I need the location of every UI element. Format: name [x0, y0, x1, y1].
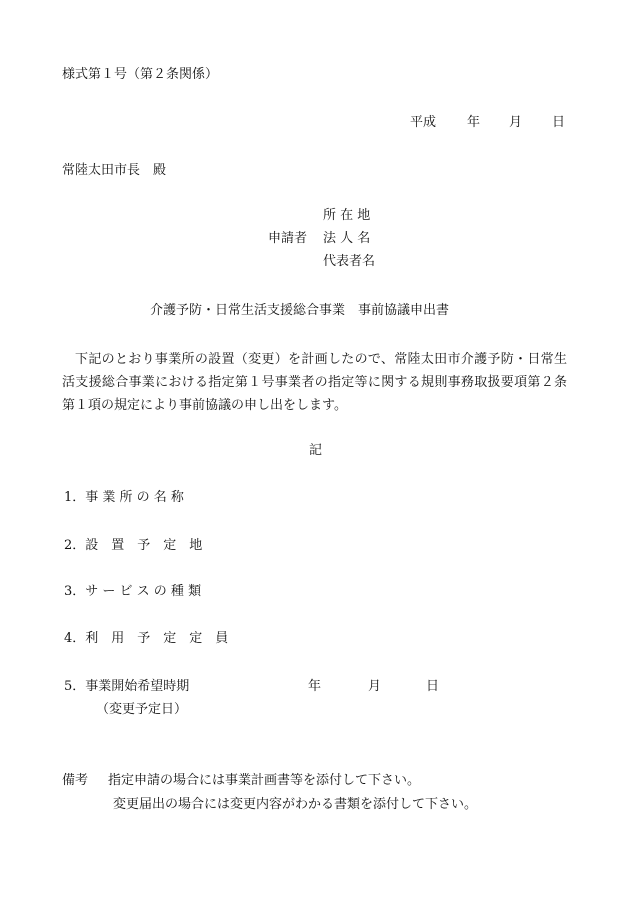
body-paragraph: 下記のとおり事業所の設置（変更）を計画したので、常陸太田市介護予防・日常生活支援総合事業における指定第１号事業者の指定等に関する規則事務取扱要項第２条第１項の規定により事前協議の申し出をします。	[62, 352, 567, 413]
ki-heading: 記	[309, 443, 323, 458]
representative-label: 代表者名	[323, 254, 376, 269]
document-title: 介護予防・日常生活支援総合事業 事前協議申出書	[150, 303, 450, 318]
addressee: 常陸太田市長 殿	[62, 163, 167, 178]
date-day-label: 日	[552, 115, 566, 130]
start-date-fields	[308, 680, 448, 696]
item-service-type: 3．サ ー ビ ス の 種 類	[64, 584, 202, 599]
date-year-label: 年	[467, 115, 481, 130]
date-month-label: 月	[509, 115, 523, 130]
applicant-block	[268, 209, 398, 269]
item-facility-name: 1．事 業 所 の 名 称	[64, 490, 184, 505]
form-number: 様式第１号（第２条関係）	[62, 67, 219, 82]
applicant-label: 申請者	[268, 231, 308, 246]
item-start-date: 5．事業開始希望時期	[64, 679, 190, 694]
remarks-line-2: 変更届出の場合には変更内容がわかる書類を添付して下さい。	[113, 797, 478, 812]
remarks-label: 備考	[62, 773, 89, 788]
item-planned-capacity: 4．利 用 予 定 定 員	[64, 631, 229, 646]
item-planned-location: 2．設 置 予 定 地	[64, 538, 203, 553]
change-date-note: （変更予定日）	[96, 702, 188, 717]
start-day-label: 日	[426, 679, 440, 694]
remarks-line-1: 指定申請の場合には事業計画書等を添付して下さい。	[108, 773, 421, 788]
date-era: 平成	[410, 115, 437, 130]
start-month-label: 月	[368, 679, 382, 694]
address-label: 所 在 地	[323, 208, 371, 223]
corporation-name-label: 法 人 名	[323, 231, 371, 246]
start-year-label: 年	[308, 679, 322, 694]
